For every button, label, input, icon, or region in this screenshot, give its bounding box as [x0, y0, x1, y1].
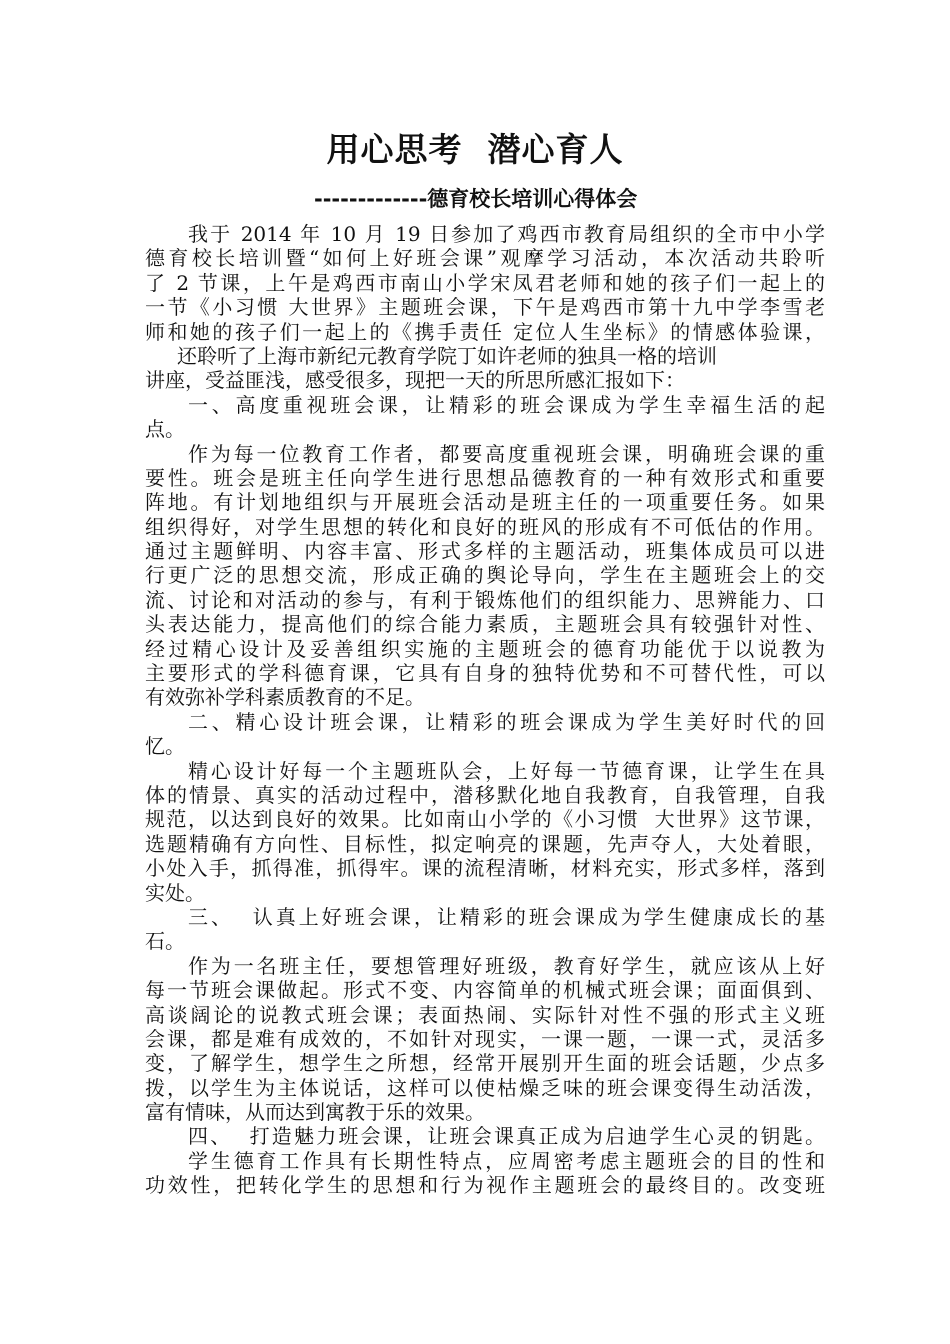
body-line: 流、讨论和对活动的参与，有利于锻炼他们的组织能力、思辨能力、口 — [145, 587, 825, 612]
body-line: 要性。班会是班主任向学生进行思想品德教育的一种有效形式和重要 — [145, 465, 825, 490]
body-line: 主要形式的学科德育课，它具有自身的独特优势和不可替代性，可以 — [145, 661, 825, 686]
body-line: 作为一名班主任，要想管理好班级，教育好学生，就应该从上好 — [188, 953, 825, 978]
body-line: 组织得好，对学生思想的转化和良好的班风的形成有不可低估的作用。 — [145, 514, 825, 539]
body-line: 点。 — [145, 417, 185, 442]
body-line: 二、精心设计班会课，让精彩的班会课成为学生美好时代的回 — [188, 709, 825, 734]
body-line: 会课，都是难有成效的，不如针对现实，一课一题，一课一式，灵活多 — [145, 1026, 825, 1051]
body-line: 变，了解学生，想学生之所想，经常开展别开生面的班会话题，少点多 — [145, 1051, 825, 1076]
body-line: 石。 — [145, 929, 185, 954]
body-line: 有效弥补学科素质教育的不足。 — [145, 685, 425, 710]
body-line: 作为每一位教育工作者，都要高度重视班会课，明确班会课的重 — [188, 441, 825, 466]
body-line: 头表达能力，提高他们的综合能力素质，主题班会具有较强针对性、 — [145, 612, 825, 637]
body-line: 高谈阔论的说教式班会课；表面热闹、实际针对性不强的形式主义班 — [145, 1002, 825, 1027]
body-line: 实处。 — [145, 880, 205, 905]
document-body — [145, 222, 825, 1198]
body-line: 一、高度重视班会课，让精彩的班会课成为学生幸福生活的起 — [188, 392, 825, 417]
body-line: 经过精心设计及妥善组织实施的主题班会的德育功能优于以说教为 — [145, 636, 825, 661]
body-line: 体的情景、真实的活动过程中，潜移默化地自我教育，自我管理，自我 — [145, 782, 825, 807]
body-line: 忆。 — [145, 734, 185, 759]
body-line: 师和她的孩子们一起上的《携手责任 定位人生坐标》的情感体验课， — [145, 319, 825, 344]
body-line: 学生德育工作具有长期性特点，应周密考虑主题班会的目的性和 — [188, 1148, 825, 1173]
body-line: 富有情味，从而达到寓教于乐的效果。 — [145, 1100, 485, 1125]
body-line: 德育校长培训暨“如何上好班会课”观摩学习活动，本次活动共聆听 — [145, 246, 825, 271]
body-line: 规范，以达到良好的效果。比如南山小学的《小习惯 大世界》这节课， — [145, 807, 825, 832]
body-line: 了 2 节课，上午是鸡西市南山小学宋凤君老师和她的孩子们一起上的 — [145, 270, 825, 295]
body-line: 选题精确有方向性、目标性，拟定响亮的课题，先声夺人，大处着眼， — [145, 831, 825, 856]
body-line: 讲座，受益匪浅，感受很多，现把一天的所思所感汇报如下： — [145, 368, 685, 393]
body-line: 阵地。有计划地组织与开展班会活动是班主任的一项重要任务。如果 — [145, 490, 825, 515]
body-line: 四、 打造魅力班会课，让班会课真正成为启迪学生心灵的钥匙。 — [188, 1124, 825, 1149]
body-line: 功效性，把转化学生的思想和行为视作主题班会的最终目的。改变班 — [145, 1173, 825, 1198]
body-line: 每一节班会课做起。形式不变、内容简单的机械式班会课；面面俱到、 — [145, 978, 825, 1003]
body-line: 小处入手，抓得准，抓得牢。课的流程清晰，材料充实，形式多样，落到 — [145, 856, 825, 881]
body-line: 拨，以学生为主体说话，这样可以使枯燥乏味的班会课变得生动活泼， — [145, 1075, 825, 1100]
body-line: 通过主题鲜明、内容丰富、形式多样的主题活动，班集体成员可以进 — [145, 539, 825, 564]
body-line: 我于 2014 年 10 月 19 日参加了鸡西市教育局组织的全市中小学 — [188, 222, 825, 246]
document-subtitle: -------------德育校长培训心得体会 — [314, 187, 638, 211]
body-line: 还聆听了上海市新纪元教育学院丁如许老师的独具一格的培训 — [177, 343, 717, 368]
body-line: 行更广泛的思想交流，形成正确的舆论导向，学生在主题班会上的交 — [145, 563, 825, 588]
body-line: 三、 认真上好班会课，让精彩的班会课成为学生健康成长的基 — [188, 904, 825, 929]
body-line: 精心设计好每一个主题班队会，上好每一节德育课，让学生在具 — [188, 758, 825, 783]
body-line: 一节《小习惯 大世界》主题班会课，下午是鸡西市第十九中学李雪老 — [145, 295, 825, 320]
document-title: 用心思考 潜心育人 — [326, 130, 624, 169]
